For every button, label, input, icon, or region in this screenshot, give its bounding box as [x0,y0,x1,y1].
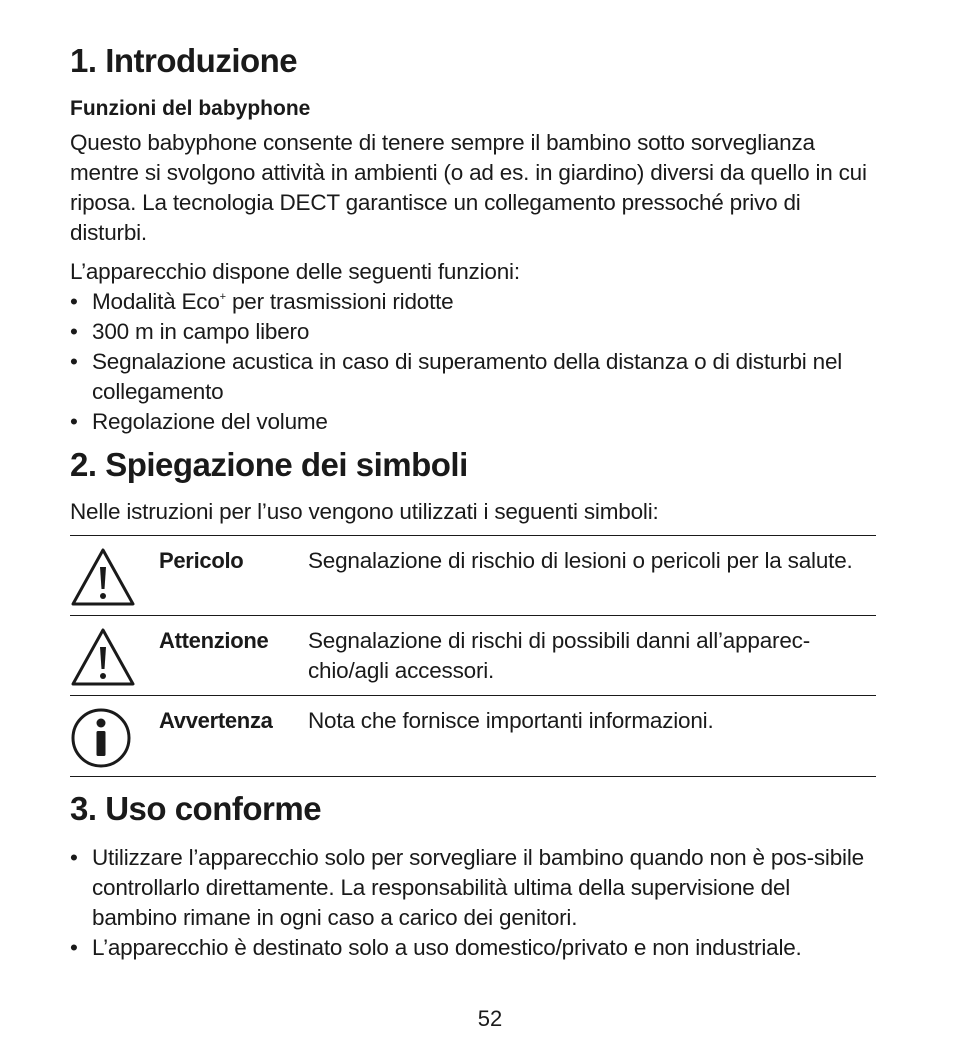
section-title-introduzione: 1. Introduzione [70,42,298,79]
table-row [70,535,876,615]
symbol-term: Attenzione [159,628,269,653]
list-item: • Utilizzare l’apparecchio solo per sorvegliare il bambino quando non è pos-sibile controllarlo direttamente. La responsabilità ultima della supervisione del bambino rimane in ogni caso a carico dei genitori. [70,843,876,933]
symbol-description: Nota che fornisce importanti informazioni. [308,708,714,733]
feature-text-eco: Modalità Eco [92,289,220,314]
symbols-lead-text: Nelle istruzioni per l’uso vengono utilizzati i seguenti simboli: [70,499,659,524]
page-number: 52 [477,1006,503,1031]
use-list [70,843,876,963]
symbol-term: Avvertenza [159,708,273,733]
list-item: • Segnalazione acustica in caso di superamento della distanza o di disturbi nel collegamento [70,347,876,407]
table-row [70,695,876,777]
section-title-uso-conforme: 3. Uso conforme [70,790,322,827]
subsection-title-funzioni: Funzioni del babyphone [70,97,311,120]
list-item: • Regolazione del volume [70,407,876,437]
features-list [70,287,876,437]
symbols-table [70,535,876,777]
intro-paragraph: Questo babyphone consente di tenere sempre il bambino sotto sorveglianza mentre si svolgono attività in ambienti (o ad es. in giardino) diversi da quello in cui riposa. La tecnologia DECT garantisce un collegamento pressoché privo di disturbi. [70,130,867,245]
list-item [70,287,876,317]
list-item: • L’apparecchio è destinato solo a uso domestico/privato e non industriale. [70,933,876,963]
list-item: • 300 m in campo libero [70,317,876,347]
features-lead-text: L’apparecchio dispone delle seguenti funzioni: [70,259,520,284]
symbol-description: Segnalazione di rischio di lesioni o pericoli per la salute. [308,548,853,573]
symbol-term: Pericolo [159,548,244,573]
symbol-description: Segnalazione di rischi di possibili danni all’apparec-chio/agli accessori. [308,628,810,683]
feature-text-eco-rest: per trasmissioni ridotte [225,289,454,314]
feature-superscript: + [219,291,226,303]
section-title-simboli: 2. Spiegazione dei simboli [70,446,468,483]
table-row [70,615,876,695]
warning-triangle-icon [70,546,136,608]
info-icon [70,706,136,768]
warning-triangle-icon [70,626,136,688]
